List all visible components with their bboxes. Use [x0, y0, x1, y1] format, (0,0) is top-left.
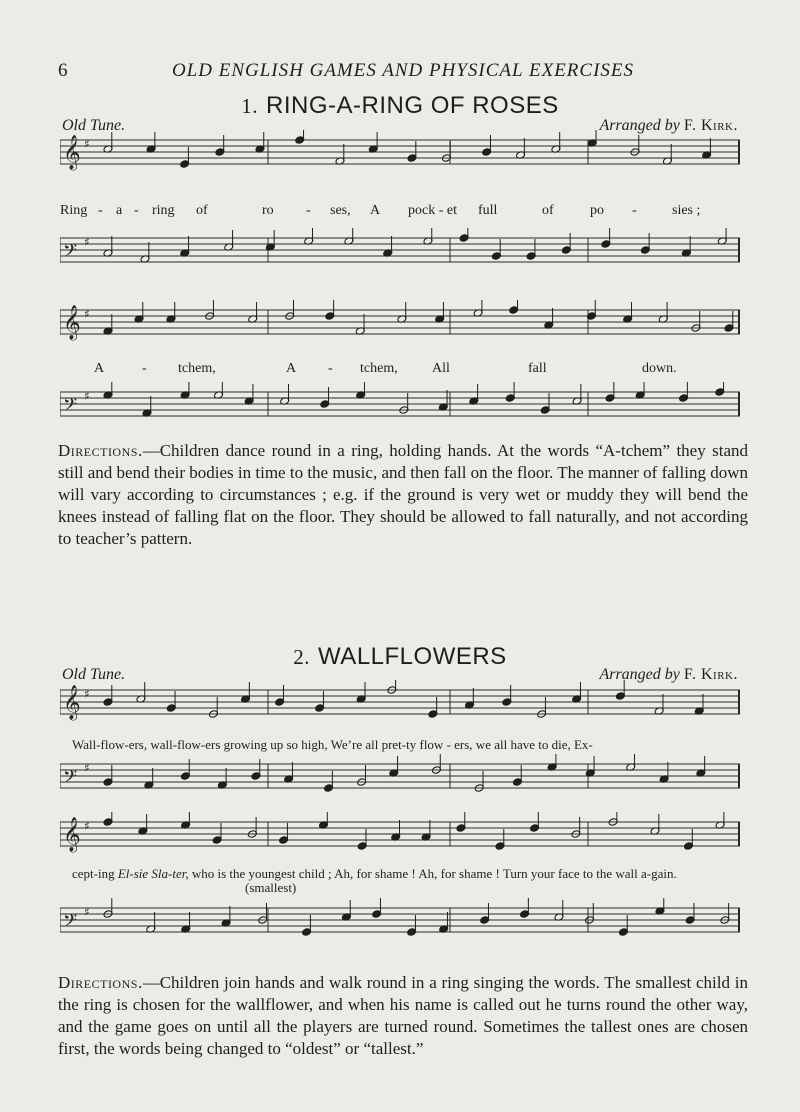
lyric-syllable: -	[98, 203, 103, 218]
song-1-title	[0, 92, 800, 120]
song-2-lyrics-alt: (smallest)	[245, 880, 297, 895]
lyric-syllable: -	[328, 361, 333, 376]
song-1-arranger-prefix: Arranged by	[599, 117, 680, 134]
lyric-syllable: tchem,	[360, 361, 398, 376]
lyric-syllable: All	[432, 361, 450, 376]
song-2-lyrics-line-2-name: El-sie Sla-ter,	[117, 866, 189, 881]
lyric-syllable: A	[370, 203, 381, 218]
svg-text:♯: ♯	[84, 761, 90, 775]
lyric-syllable: of	[196, 203, 208, 218]
lyric-syllable: sies ;	[672, 203, 701, 218]
lyric-syllable: -	[142, 361, 147, 376]
running-title: OLD ENGLISH GAMES AND PHYSICAL EXERCISES	[171, 60, 635, 81]
song-1-tune-credit: Old Tune.	[62, 117, 126, 134]
song-1-system-1-treble-staff	[60, 130, 740, 178]
svg-text:♯: ♯	[84, 389, 90, 403]
song-1-system-1-bass-staff	[60, 228, 740, 276]
svg-text:♯: ♯	[84, 137, 90, 151]
lyric-syllable: of	[542, 203, 554, 218]
song-2-system-1-bass-staff	[60, 754, 740, 802]
page-header	[58, 60, 748, 84]
lyric-syllable: Ring	[60, 203, 88, 218]
song-2-lyrics-line-2-end: who is the youngest child ; Ah, for shame ! Ah, for shame ! Turn your face to the wall a-gain.	[191, 866, 677, 881]
lyric-syllable: ses,	[330, 203, 351, 218]
svg-text:𝄞: 𝄞	[63, 685, 81, 720]
song-2-system-1-treble-staff	[60, 680, 740, 728]
page-number: 6	[58, 60, 68, 81]
song-1-directions-text: —Children dance round in a ring, holding hands. At the words “A-tchem” they stand still and bend their bodies in time to the music, and then fall on the floor. The manner of falling down will vary according to circumstances ; e.g. if the ground is very wet or muddy they will bend the knees instead of falling flat on the floor. They should be allowed to fall naturally, and not according to teacher’s pattern.	[58, 441, 748, 548]
song-2-lyrics-line-2	[72, 866, 740, 882]
lyric-syllable: a	[116, 203, 123, 218]
lyric-syllable: full	[478, 203, 498, 218]
lyric-syllable: -	[134, 203, 139, 218]
song-2-system-2-treble-staff	[60, 812, 740, 860]
song-2-tune-credit: Old Tune.	[62, 666, 126, 683]
song-2-lyrics-line-1: Wall-flow-ers, wall-flow-ers growing up so high, We’re all pret-ty flow - ers, we all have to die, Ex-	[72, 737, 593, 752]
svg-text:♯: ♯	[84, 819, 90, 833]
song-1-lyrics-line-1	[60, 203, 740, 221]
song-1-directions	[58, 440, 748, 550]
lyric-syllable: fall	[528, 361, 547, 376]
song-2-system-2-bass-staff	[60, 898, 740, 946]
svg-text:𝄞: 𝄞	[63, 305, 81, 340]
lyric-syllable: A	[286, 361, 297, 376]
svg-text:𝄞: 𝄞	[63, 135, 81, 170]
svg-text:𝄢: 𝄢	[63, 767, 78, 792]
song-1-number: 1.	[241, 94, 259, 118]
svg-text:♯: ♯	[84, 307, 90, 321]
song-1-lyrics-line-2	[60, 361, 740, 379]
lyric-syllable: -	[632, 203, 637, 218]
svg-text:♯: ♯	[84, 905, 90, 919]
lyric-syllable: po	[590, 203, 604, 218]
lyric-syllable: down.	[642, 361, 677, 376]
lyric-syllable: ro	[262, 203, 274, 218]
svg-text:♯: ♯	[84, 235, 90, 249]
lyric-syllable: tchem,	[178, 361, 216, 376]
song-1-system-2-treble-staff	[60, 300, 740, 348]
lyric-syllable: A	[94, 361, 105, 376]
song-1-title-text: RING-A-RING OF ROSES	[266, 92, 559, 119]
svg-text:𝄢: 𝄢	[63, 911, 78, 936]
song-1-directions-label: Directions.	[58, 441, 143, 460]
svg-text:𝄞: 𝄞	[63, 817, 81, 852]
song-2-arranger-prefix: Arranged by	[599, 666, 680, 683]
lyric-syllable: pock - et	[408, 203, 457, 218]
svg-text:𝄢: 𝄢	[63, 241, 78, 266]
song-2-number: 2.	[293, 645, 311, 669]
song-2-lyrics-line-2-start: cept-ing	[72, 866, 115, 881]
song-2-arranger-name: F. Kirk.	[683, 666, 738, 683]
song-1-system-2-bass-staff	[60, 382, 740, 430]
song-1-arranger-name: F. Kirk.	[683, 117, 738, 134]
lyric-syllable: -	[306, 203, 311, 218]
svg-text:𝄢: 𝄢	[63, 395, 78, 420]
song-2-directions	[58, 972, 748, 1060]
song-2-directions-text: —Children join hands and walk round in a ring singing the words. The smallest child in the ring is chosen for the wallflower, and when his name is called out he turns round the other way, and the game goes on until all the players are turned round. Sometimes the tallest ones are chosen first, the words being changed to “oldest” or “tallest.”	[58, 973, 748, 1058]
lyric-syllable: ring	[152, 203, 175, 218]
song-2-title-text: WALLFLOWERS	[318, 643, 507, 670]
song-2-directions-label: Directions.	[58, 973, 143, 992]
svg-text:♯: ♯	[84, 687, 90, 701]
